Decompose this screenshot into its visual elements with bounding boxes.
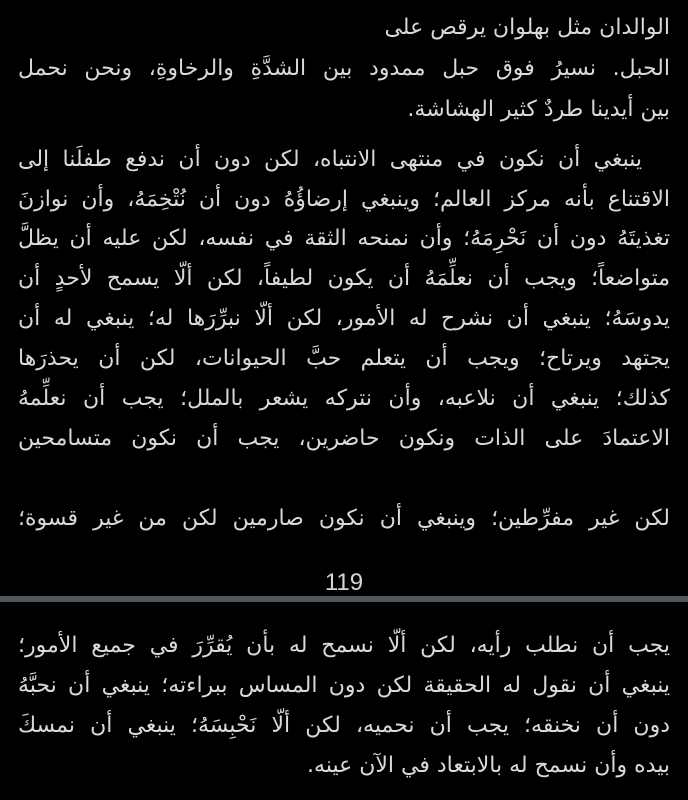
page-number: 119 <box>324 569 364 596</box>
text-line: الاقتناع بأنه مركز العالم؛ وينبغي إرضاؤُهُ دون أن نُتْخِمَهُ، وأن نوازنَ <box>18 187 670 212</box>
text-line: يجب أن نطلب رأيه، لكن ألّا نسمح له بأن يُقرِّرَ في جميع الأمور؛ <box>18 633 670 658</box>
text-line: كذلك؛ ينبغي أن نلاعبه، وأن نتركه يشعر بالملل؛ يجب أن نعلِّمهُ <box>18 386 670 411</box>
text-line: ينبغي أن نقول له الحقيقة لكن دون المساس ببراءته؛ ينبغي أن نحبَّهُ <box>18 673 670 698</box>
text-line: بين أيدينا طردٌ كثير الهشاشة. <box>407 97 670 122</box>
text-line: متواضعاً؛ ويجب أن نعلِّمَهُ أن يكون لطيفاً، لكن ألّا يسمح لأحدٍ أن <box>18 266 670 291</box>
text-line: بيده وأن نسمح له بالابتعاد في الآن عينه. <box>307 753 670 778</box>
text-line: يدوسَهُ؛ ينبغي أن نشرح له الأمور، لكن ألّا نبرِّرَها له؛ ينبغي له أن <box>18 306 670 331</box>
next-page <box>0 602 688 800</box>
text-line: ينبغي أن نكون في منتهى الانتباه، لكن دون أن ندفع طفلَنا إلى <box>18 147 642 172</box>
text-line: الوالدان مثل بهلوان يرقص على <box>384 15 670 40</box>
text-line: دون أن نخنقه؛ يجب أن نحميه، لكن ألّا نَحْبِسَهُ؛ ينبغي أن نمسكَ <box>18 713 670 738</box>
text-line: يجتهد ويرتاح؛ ويجب أن يتعلم حبَّ الحيوانات، لكن أن يحذرَها <box>18 346 670 371</box>
text-line: الحبل. نسيرُ فوق حبل ممدود بين الشدَّةِ والرخاوةِ، ونحن نحمل <box>18 56 670 81</box>
text-line: الاعتمادَ على الذات ونكون حاضرين، يجب أن نكون متسامحين <box>18 426 670 451</box>
text-line: لكن غير مفرِّطين؛ وينبغي أن نكون صارمين لكن من غير قسوة؛ <box>18 506 670 531</box>
text-line: تغذيتَهُ دون أن نَحْرِمَهُ؛ وأن نمنحه الثقة في نفسه، لكن عليه أن يظلَّ <box>18 226 670 251</box>
